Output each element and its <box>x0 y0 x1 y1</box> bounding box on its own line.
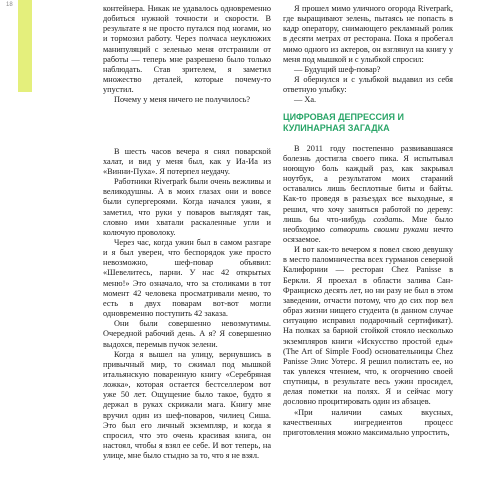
paragraph: Я прошел мимо уличного огорода Riverpark, где выращивают зелень, пытаясь не попасть в кадр оператору, снимающего рекламный ролик в десяти метрах от ресторана. Пока я пробегал мимо одного из актеров, он взглянул на книгу у меня под мышкой и с улыбкой спросил: <box>283 4 453 64</box>
paragraph: И вот как-то вечером я повел свою девушку в место паломничества всех гурманов северной Калифорнии — ресторан Chez Panisse в Беркли. Я проехал в области залива Сан-Франциско десять лет, но ни разу не был в этом заведении, отчасти потому, что до сих пор вел образ жизни нищего студента (в данном случае ситуацию исправил подарочный сертификат). На полках за барной стойкой стояло несколько экземпляров книги «Искусство простой еды» (The Art of Simple Food) основательницы Chez Panisse Элис Уотерс. Я решил полистать ее, но так увлекся чтением, что, к огорчению своей спутницы, в результате весь ужин просидел, делая пометки на полях. Я и сейчас могу дословно процитировать один из абзацев. <box>283 245 453 407</box>
paragraph: Через час, когда ужин был в самом разгаре и я был уверен, что беспорядок уже просто невозможно, шеф-повар объявил: «Шевелитесь, парни. У нас 42 открытых меню!» Это означало, что за столиками в тот момент 42 человека просматривали меню, то есть в двух поварам вот-вот могли одновременно поступить 42 заказа. <box>103 237 271 319</box>
page-number: 18 <box>6 2 13 8</box>
paragraph <box>283 144 453 246</box>
paragraph: Они были совершенно невозмутимы. Очередной рабочий день. А я? Я совершенно выдохся, перемыв пучок зелени. <box>103 319 271 349</box>
paragraph: Почему у меня ничего не получилось? <box>114 95 251 105</box>
emphasis: сотворить своими руками <box>329 224 429 234</box>
paragraph: — Будущий шеф-повар? <box>294 64 381 74</box>
emphasis: создать <box>373 214 403 224</box>
text-run: нечто осязаемое. <box>283 224 454 244</box>
paragraph: Работники Riverpark были очень вежливы и великодушны. А в моих глазах они и вовсе были супергероями. Когда начался ужин, я заметил, что руки у поваров выглядят так, словно ими хватали раскаленные угли и колючую проволоку. <box>103 177 271 237</box>
paragraph: «При наличии самых вкусных, качественных ингредиентов процесс приготовления можно максимально упростить, <box>283 407 453 437</box>
paragraph: В шесть часов вечера я снял поварской халат, и вид у меня был, как у Иа-Иа из «Винни-Пуха». Я потерпел неудачу. <box>103 146 271 176</box>
right-column <box>283 4 453 438</box>
text-run: . Мне было необходимо <box>283 214 453 234</box>
paragraph: Когда я вышел на улицу, вернувшись в привычный мир, то сжимал под мышкой итальянскую поваренную книгу «Серебряная ложка», которая остается бестселлером вот уже 50 лет. Ощущение было такое, будто я держал в руках скрижали мага. Книгу мне вручил один из шеф-поваров, чилиец Сиша. Это был его личный экземпляр, и когда я спросил, что это очень красивая книга, он настоял, чтобы я взял ее себе. И вот теперь, на улице, мне было стыдно за то, что я не взял. <box>103 349 271 461</box>
paragraph: контейнера. Никак не удавалось одновременно добиться нужной точности и скорости. В результате я не просто путался под ногами, но и тормозил работу. Через полчаса неуклюжих манипуляций с зеленью меня отстранили от работы — теперь мне разрешено было только наблюдать. Став зрителем, я заметил множество деталей, которые почему-то упустил. <box>103 4 271 95</box>
section-heading: ЦИФРОВАЯ ДЕПРЕССИЯ И КУЛИНАРНАЯ ЗАГАДКА <box>283 111 404 133</box>
paragraph: Я обернулся и с улыбкой выдавил из себя ответную улыбку: <box>283 75 453 95</box>
left-column <box>103 4 271 461</box>
paragraph: — Ха. <box>294 95 317 105</box>
text-run: В 2011 году постепенно развивавшаяся болезнь достигла своего пика. Я испытывал ноющую боль каждый раз, как закрывал ноутбук, а результатом моих стараний оставались лишь бесплотные биты и байты. Как-то проведя в разъездах все выходные, я решил, что хочу заняться работой по дереву: лишь бы что-нибудь <box>283 143 453 224</box>
section-break <box>103 106 271 147</box>
accent-bar <box>18 0 32 92</box>
section-break <box>283 106 453 110</box>
